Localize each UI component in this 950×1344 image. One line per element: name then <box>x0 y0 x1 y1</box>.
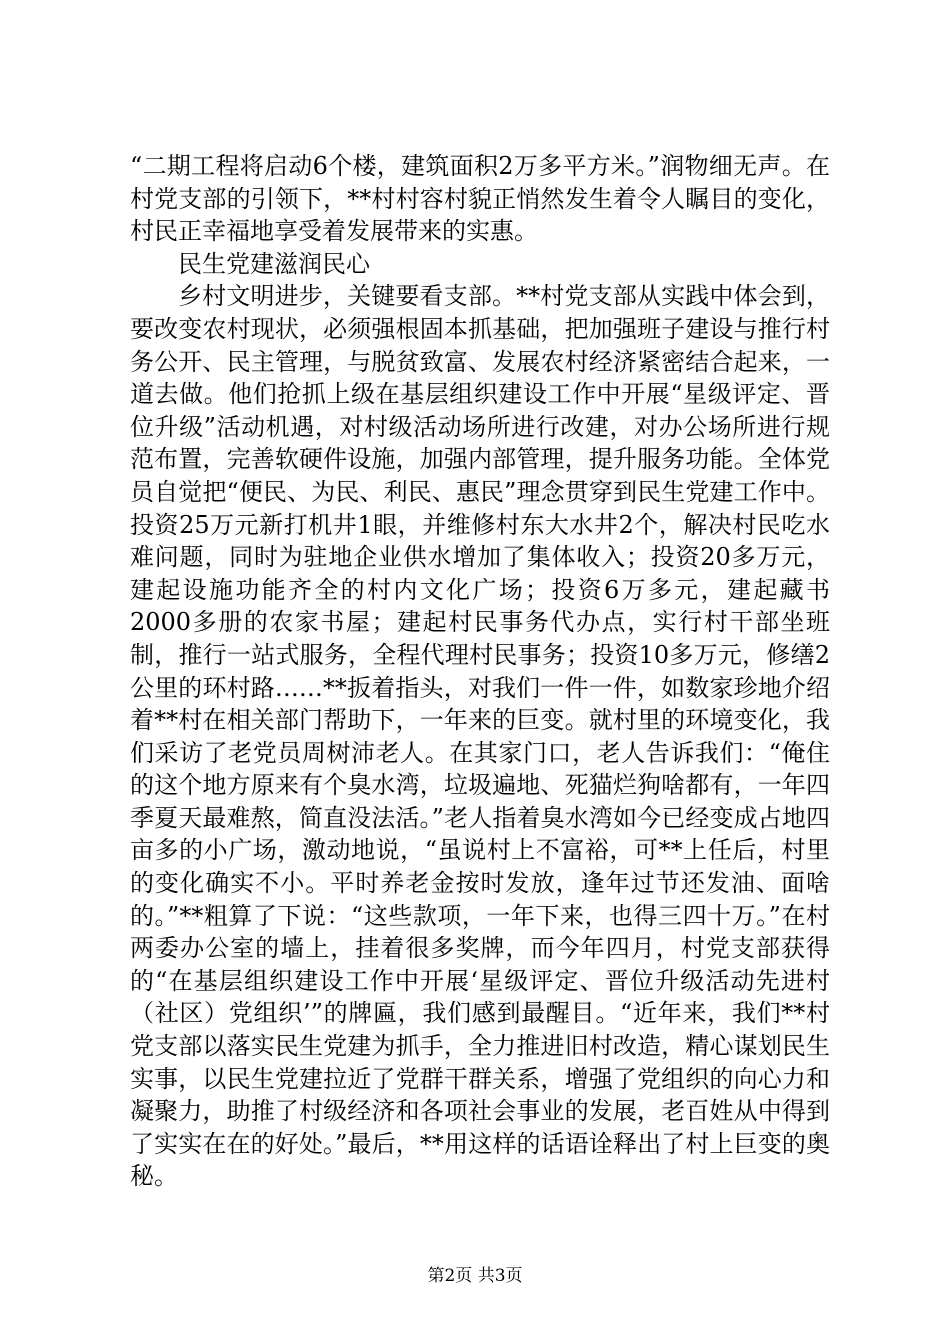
paragraph-intro: “二期工程将启动6个楼，建筑面积2万多平方米。”润物细无声。在村党支部的引领下，**村村容村貌正悄然发生着令人瞩目的变化，村民正幸福地享受着发展带来的实惠。 <box>130 152 830 246</box>
document-body <box>130 150 830 1193</box>
page-footer <box>0 1266 950 1286</box>
section-heading: 民生党建滋润民心 <box>178 249 370 278</box>
page-number-label: 第2页 共3页 <box>427 1266 523 1286</box>
paragraph-main: 乡村文明进步，关键要看支部。**村党支部从实践中体会到，要改变农村现状，必须强根固本抓基础，把加强班子建设与推行村务公开、民主管理，与脱贫致富、发展农村经济紧密结合起来，一道去做。他们抢抓上级在基层组织建设工作中开展“星级评定、晋位升级”活动机遇，对村级活动场所进行改建，对办公场所进行规范布置，完善软硬件设施，加强内部管理，提升服务功能。全体党员自觉把“便民、为民、利民、惠民”理念贯穿到民生党建工作中。投资25万元新打机井1眼，并维修村东大水井2个，解决村民吃水难问题，同时为驻地企业供水增加了集体收入；投资20多万元，建起设施功能齐全的村内文化广场；投资6万多元，建起藏书2000多册的农家书屋；建起村民事务代办点，实行村干部坐班制，推行一站式服务，全程代理村民事务；投资10多万元，修缮2公里的环村路……**扳着指头，对我们一件一件，如数家珍地介绍着**村在相关部门帮助下，一年来的巨变。就村里的环境变化，我们采访了老党员周树沛老人。在其家门口，老人告诉我们：“俺住的这个地方原来有个臭水湾，垃圾遍地、死猫烂狗啥都有，一年四季夏天最难熬，简直没法活。”老人指着臭水湾如今已经变成占地四亩多的小广场，激动地说，“虽说村上不富裕，可**上任后，村里的变化确实不小。平时养老金按时发放，逢年过节还发油、面啥的。”**粗算了下说：“这些款项，一年下来，也得三四十万。”在村两委办公室的墙上，挂着很多奖牌，而今年四月，村党支部获得的“在基层组织建设工作中开展‘星级评定、晋位升级活动先进村（社区）党组织’”的牌匾，我们感到最醒目。“近年来，我们**村党支部以落实民生党建为抓手，全力推进旧村改造，精心谋划民生实事，以民生党建拉近了党群干群关系，增强了党组织的向心力和凝聚力，助推了村级经济和各项社会事业的发展，老百姓从中得到了实实在在的好处。”最后，**用这样的话语诠释出了村上巨变的奥秘。 <box>130 282 830 1191</box>
